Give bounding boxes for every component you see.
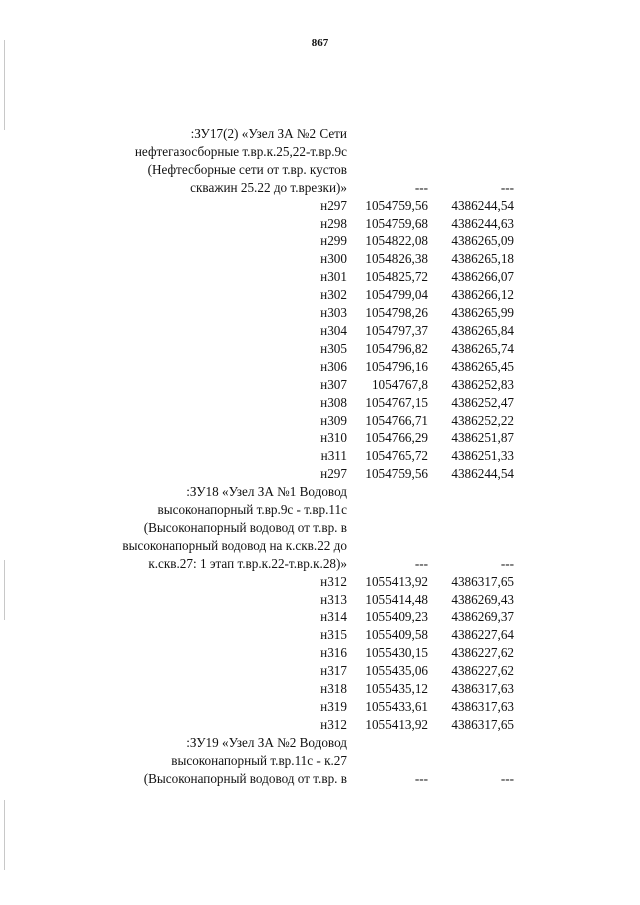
point-x: 1054766,71: [365, 412, 428, 428]
point-y: 4386252,22: [451, 412, 514, 428]
point-y: 4386252,47: [451, 394, 514, 410]
point-name: н299: [320, 233, 347, 249]
point-y: 4386251,87: [451, 430, 514, 446]
point-row: [0, 573, 640, 591]
point-y: 4386265,84: [451, 322, 514, 338]
point-name: н306: [320, 358, 347, 374]
point-name: н304: [320, 322, 347, 338]
section-x-placeholder: ---: [414, 770, 428, 786]
point-y: 4386265,74: [451, 340, 514, 356]
point-y: 4386265,45: [451, 358, 514, 374]
point-y: 4386244,54: [451, 466, 514, 482]
point-row: [0, 716, 640, 734]
point-name: н313: [320, 591, 347, 607]
section-title: [0, 125, 347, 197]
section-title-line: высоконапорный водовод на к.скв.22 до: [122, 537, 347, 553]
section-title-line: высоконапорный т.вр.11с - к.27: [171, 752, 347, 768]
point-name: н319: [320, 699, 347, 714]
point-row: [0, 250, 640, 268]
point-x: 1054822,08: [365, 233, 428, 249]
point-x: 1054825,72: [365, 269, 428, 285]
point-y: 4386252,83: [451, 376, 514, 392]
scan-edge-mark: [4, 40, 5, 130]
point-y: 4386266,12: [451, 287, 514, 303]
point-x: 1054797,37: [365, 322, 428, 338]
point-row: [0, 465, 640, 483]
section-title-line: :ЗУ19 «Узел ЗА №2 Водовод: [186, 734, 347, 750]
point-name: н312: [320, 573, 347, 589]
point-name: н308: [320, 394, 347, 410]
point-row: [0, 447, 640, 465]
point-row: [0, 340, 640, 358]
point-x: 1054759,56: [365, 466, 428, 482]
point-y: 4386317,63: [451, 699, 514, 714]
point-row: [0, 286, 640, 304]
point-name: н301: [320, 269, 347, 285]
point-y: 4386251,33: [451, 448, 514, 464]
point-y: 4386269,37: [451, 609, 514, 625]
point-name: н318: [320, 681, 347, 697]
point-y: 4386227,62: [451, 663, 514, 679]
section-x-placeholder: ---: [414, 555, 428, 571]
point-y: 4386265,18: [451, 251, 514, 267]
point-y: 4386227,62: [451, 645, 514, 661]
scan-edge-mark: [4, 800, 5, 870]
point-x: 1054765,72: [365, 448, 428, 464]
point-y: 4386227,64: [451, 627, 514, 643]
point-x: 1054798,26: [365, 305, 428, 321]
point-row: [0, 429, 640, 447]
point-x: 1054826,38: [365, 251, 428, 267]
point-x: 1055413,92: [365, 573, 428, 589]
section-title-line: нефтегазосборные т.вр.к.25,22-т.вр.9с: [134, 143, 347, 159]
point-x: 1055409,23: [365, 609, 428, 625]
section-title-line: высоконапорный т.вр.9с - т.вр.11с: [157, 502, 347, 518]
point-name: н317: [320, 663, 347, 679]
point-name: н312: [320, 716, 347, 732]
point-name: н310: [320, 430, 347, 446]
point-x: 1054759,56: [365, 197, 428, 213]
section-title: [0, 734, 347, 788]
point-row: [0, 680, 640, 698]
point-row: [0, 394, 640, 412]
point-name: н315: [320, 627, 347, 643]
coordinates-table: [0, 125, 640, 788]
point-row: [0, 376, 640, 394]
section-x-placeholder: ---: [414, 179, 428, 195]
point-row: [0, 358, 640, 376]
page-number: 867: [311, 37, 329, 49]
point-x: 1055435,12: [365, 681, 428, 697]
point-x: 1054766,29: [365, 430, 428, 446]
point-x: 1054799,04: [365, 287, 428, 303]
section-title-line: (Нефтесборные сети от т.вр. кустов: [147, 161, 347, 177]
section-title-line: скважин 25.22 до т.врезки)»: [190, 179, 347, 195]
point-row: [0, 304, 640, 322]
point-row: [0, 232, 640, 250]
point-y: 4386317,65: [451, 573, 514, 589]
point-name: н297: [320, 197, 347, 213]
point-row: [0, 322, 640, 340]
point-x: 1055413,92: [365, 716, 428, 732]
point-y: 4386265,09: [451, 233, 514, 249]
point-x: 1054759,68: [365, 215, 428, 231]
point-row: [0, 268, 640, 286]
point-row: [0, 197, 640, 215]
section-header-row: [0, 734, 640, 788]
point-name: н311: [320, 448, 347, 464]
point-y: 4386317,65: [451, 716, 514, 732]
point-x: 1055430,15: [365, 645, 428, 661]
point-row: [0, 662, 640, 680]
point-x: 1055409,58: [365, 627, 428, 643]
section-title-line: к.скв.27: 1 этап т.вр.к.22-т.вр.к.28)»: [148, 555, 347, 571]
section-header-row: [0, 483, 640, 573]
section-title-line: (Высоконапорный водовод от т.вр. в: [143, 519, 347, 535]
point-name: н314: [320, 609, 347, 625]
point-row: [0, 215, 640, 233]
point-name: н298: [320, 215, 347, 231]
point-x: 1054767,15: [365, 394, 428, 410]
point-y: 4386265,99: [451, 305, 514, 321]
point-name: н303: [320, 305, 347, 321]
point-x: 1055414,48: [365, 591, 428, 607]
point-y: 4386266,07: [451, 269, 514, 285]
point-x: 1055433,61: [365, 699, 428, 714]
point-row: [0, 698, 640, 716]
section-title-line: :ЗУ17(2) «Узел ЗА №2 Сети: [190, 126, 347, 141]
point-x: 1054767,8: [371, 376, 428, 392]
section-title: [0, 483, 347, 573]
section-title-line: :ЗУ18 «Узел ЗА №1 Водовод: [186, 484, 347, 500]
point-name: н302: [320, 287, 347, 303]
section-header-row: [0, 125, 640, 197]
point-name: н309: [320, 412, 347, 428]
point-name: н297: [320, 466, 347, 482]
point-name: н307: [320, 376, 347, 392]
point-y: 4386317,63: [451, 681, 514, 697]
point-x: 1054796,16: [365, 358, 428, 374]
point-y: 4386244,54: [451, 197, 514, 213]
point-row: [0, 644, 640, 662]
section-title-line: (Высоконапорный водовод от т.вр. в: [143, 770, 347, 786]
point-name: н316: [320, 645, 347, 661]
point-x: 1055435,06: [365, 663, 428, 679]
section-y-placeholder: ---: [500, 555, 514, 571]
point-name: н305: [320, 340, 347, 356]
point-y: 4386244,63: [451, 215, 514, 231]
point-name: н300: [320, 251, 347, 267]
section-y-placeholder: ---: [500, 179, 514, 195]
point-row: [0, 412, 640, 430]
point-x: 1054796,82: [365, 340, 428, 356]
point-row: [0, 608, 640, 626]
section-y-placeholder: ---: [500, 770, 514, 786]
point-row: [0, 626, 640, 644]
point-y: 4386269,43: [451, 591, 514, 607]
point-row: [0, 591, 640, 609]
